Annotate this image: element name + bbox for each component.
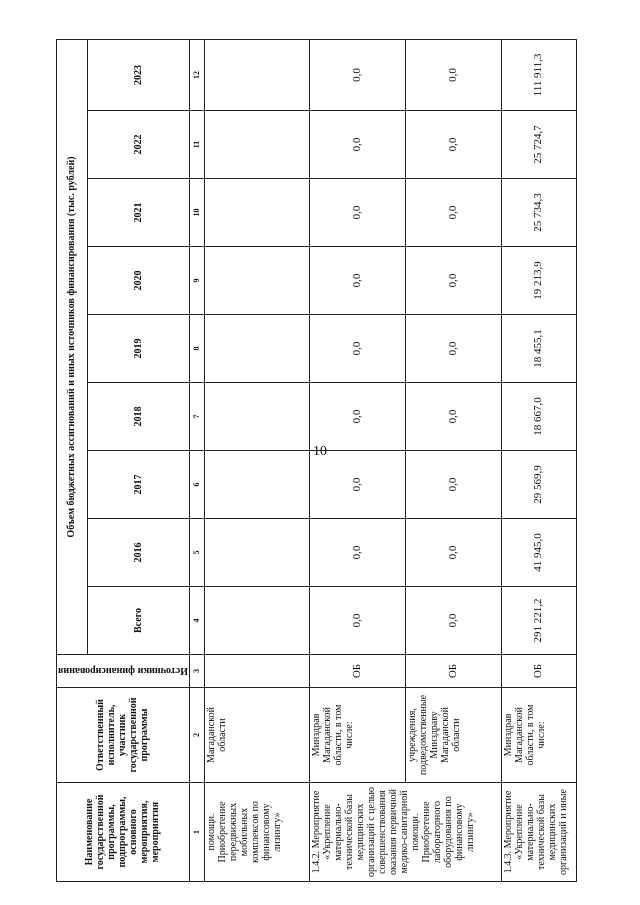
funding-source-cell: ОБ [501, 655, 576, 688]
header-year: 2018 [87, 383, 189, 451]
table-row [309, 40, 405, 882]
year-value-cell [204, 315, 309, 383]
header-program-name: Наименование государственной программы, подпрограммы, основного мероприятия, мероприятия [57, 783, 190, 882]
column-number: 4 [189, 587, 204, 655]
year-value-cell: 0,0 [309, 451, 405, 519]
column-number-row [189, 40, 204, 882]
table-row [405, 40, 501, 882]
column-number: 12 [189, 40, 204, 111]
year-value-cell [204, 40, 309, 111]
year-value-cell: 18 667,0 [501, 383, 576, 451]
table-row [501, 40, 576, 882]
header-year: 2020 [87, 247, 189, 315]
year-value-cell [204, 179, 309, 247]
executor-cell: Магаданской области [204, 688, 309, 783]
page-number: 10 [313, 444, 327, 459]
header-funding-source [57, 655, 190, 688]
year-value-cell: 0,0 [309, 179, 405, 247]
year-value-cell: 0,0 [405, 247, 501, 315]
year-value-cell: 29 569,9 [501, 451, 576, 519]
program-name-cell: 1.4.2. Мероприятие «Укрепление материально-технической базы медицинских организаций с целью совершенствования оказания первичной медико-санитарной помощи. Приобретение лабораторного оборудования по финансовому лизингу» [309, 783, 501, 882]
year-value-cell: 0,0 [309, 247, 405, 315]
header-row-1 [57, 40, 88, 882]
header-total: Всего [87, 587, 189, 655]
executor-cell: Минздрав Магаданской области, в том числе: [309, 688, 405, 783]
year-value-cell [204, 519, 309, 587]
column-number: 7 [189, 383, 204, 451]
year-value-cell: 25 734,3 [501, 179, 576, 247]
year-value-cell: 0,0 [309, 40, 405, 111]
funding-table [56, 39, 577, 882]
year-value-cell: 0,0 [405, 383, 501, 451]
year-value-cell: 111 911,3 [501, 40, 576, 111]
total-cell [204, 587, 309, 655]
year-value-cell: 0,0 [405, 179, 501, 247]
column-number: 2 [189, 688, 204, 783]
column-number: 6 [189, 451, 204, 519]
header-funding-group: Объем бюджетных ассигнований и иных источников финансирования (тыс. рублей) [57, 40, 88, 655]
year-value-cell [204, 383, 309, 451]
program-name-cell: помощи. Приобретение передвижных мобильных комплексов по финансовому лизингу» [204, 783, 309, 882]
column-number: 3 [189, 655, 204, 688]
year-value-cell: 0,0 [309, 111, 405, 179]
header-year: 2021 [87, 179, 189, 247]
column-number: 8 [189, 315, 204, 383]
column-number: 9 [189, 247, 204, 315]
total-cell: 291 221,2 [501, 587, 576, 655]
header-year: 2017 [87, 451, 189, 519]
year-value-cell: 0,0 [309, 315, 405, 383]
year-value-cell [204, 111, 309, 179]
header-executor: Ответственный исполнитель, участник государственной программы [57, 688, 190, 783]
header-year: 2023 [87, 40, 189, 111]
table-viewport [56, 40, 569, 882]
total-cell: 0,0 [309, 587, 405, 655]
header-year: 2019 [87, 315, 189, 383]
year-value-cell: 25 724,7 [501, 111, 576, 179]
year-value-cell: 0,0 [309, 383, 405, 451]
year-value-cell [204, 247, 309, 315]
rotated-table-container [56, 40, 569, 882]
program-name-cell: 1.4.3. Мероприятие «Укрепление материально-технической базы медицинских организаций и иные [501, 783, 576, 882]
header-year: 2016 [87, 519, 189, 587]
header-funding-source-text: Источники финансирования [58, 665, 188, 677]
year-value-cell: 0,0 [405, 519, 501, 587]
year-value-cell: 19 213,9 [501, 247, 576, 315]
funding-source-cell [204, 655, 309, 688]
total-cell: 0,0 [405, 587, 501, 655]
year-value-cell: 18 455,1 [501, 315, 576, 383]
year-value-cell [204, 451, 309, 519]
year-value-cell: 0,0 [405, 40, 501, 111]
executor-cell: Минздрав Магаданской области, в том числе: [501, 688, 576, 783]
column-number: 5 [189, 519, 204, 587]
year-value-cell: 0,0 [309, 519, 405, 587]
year-value-cell: 0,0 [405, 315, 501, 383]
funding-source-cell: ОБ [309, 655, 405, 688]
table-row [204, 40, 309, 882]
funding-source-cell: ОБ [405, 655, 501, 688]
year-value-cell: 0,0 [405, 451, 501, 519]
column-number: 1 [189, 783, 204, 882]
executor-cell: учреждения, подведомственные Минздраву Магаданской области [405, 688, 501, 783]
column-number: 11 [189, 111, 204, 179]
column-number: 10 [189, 179, 204, 247]
header-year: 2022 [87, 111, 189, 179]
year-value-cell: 0,0 [405, 111, 501, 179]
year-value-cell: 41 945,0 [501, 519, 576, 587]
